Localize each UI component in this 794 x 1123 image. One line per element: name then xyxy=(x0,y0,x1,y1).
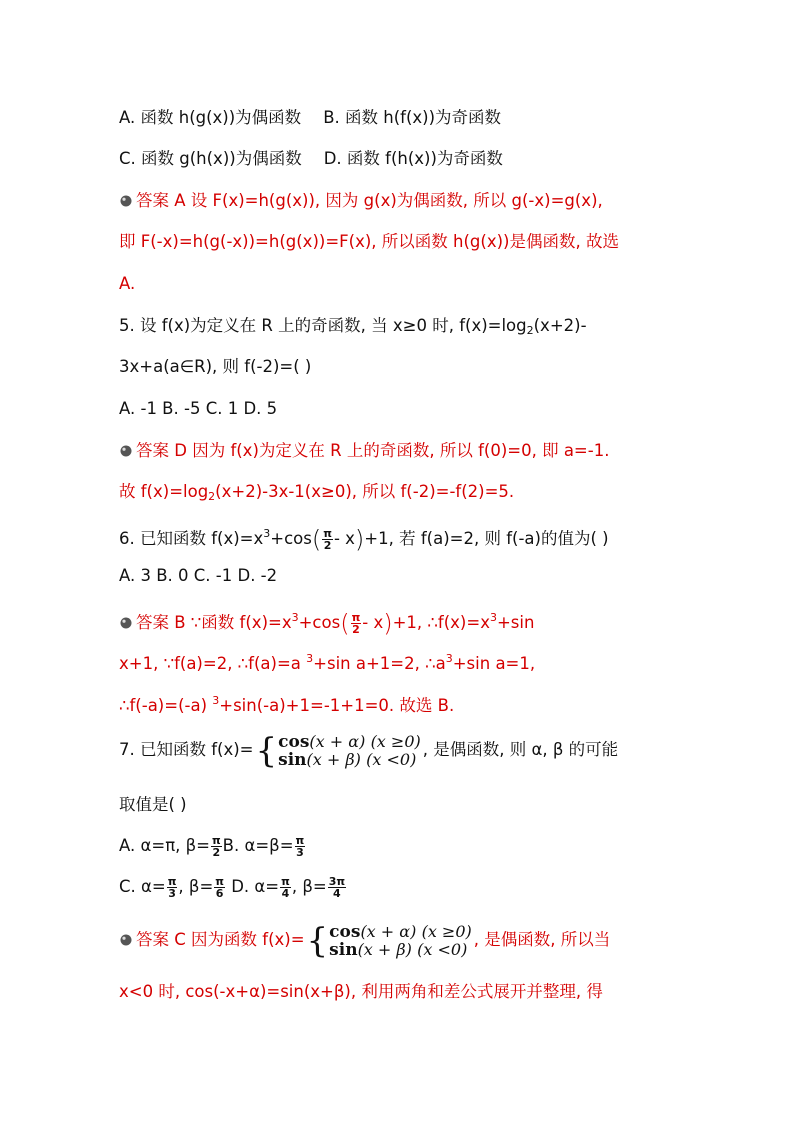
fraction: $\frac{\pi}{3}$ xyxy=(167,875,177,900)
q6-answer-line3: ∴f(-a)=(-a) $^3$+sin(-a)+1=-1+1=0. 故选 B. xyxy=(119,694,455,715)
answer-marker-icon xyxy=(119,616,133,630)
q4-option-a: A. 函数 h(g(x))为偶函数 xyxy=(119,108,302,127)
q7-stem-line2: 取值是( ) xyxy=(119,795,187,814)
q5-options: A. -1 B. -5 C. 1 D. 5 xyxy=(119,399,278,418)
q6-answer-line2: x+1, ∵f(a)=2, ∴f(a)=a $^3$+sin a+1=2, $\therefore a^3+\sin$ a=1, xyxy=(119,652,536,673)
q5-answer-line2: 故 $f(x)=\log_2(x+2)-3x-1(x\ge 0)$, 所以 f(-2)=-f(2)=5. xyxy=(119,482,515,503)
q5-stem-line1: 5. 设 f(x)为定义在 R 上的奇函数, 当 x≥0 时, $f(x)=\log_2(x+2)-$ xyxy=(119,316,587,337)
answer-marker-icon xyxy=(119,194,133,208)
q5-stem-line2: 3x+a(a∈R), 则 f(-2)=( ) xyxy=(119,357,312,376)
q7-answer-line1: 答案 C 因为函数 f(x)= { cos(x + α) (x ≥0) sin(x + β) (x <0) , 是偶函数, 所以当 xyxy=(119,920,610,960)
q4-answer-line1: 答案 A 设 F(x)=h(g(x)), 因为 g(x)为偶函数, 所以 g(-x)=g(x), xyxy=(119,190,603,212)
q6-stem: 6. 已知函数 $f(x)=x^3+\cos$( $\frac{\pi}{2}$ - x)+1, 若 f(a)=2, 则 f(-a)的值为( ) xyxy=(119,525,609,554)
q5-answer-line1: 答案 D 因为 f(x)为定义在 R 上的奇函数, 所以 f(0)=0, 即 a=-1. xyxy=(119,440,609,462)
q6-options: A. 3 B. 0 C. -1 D. -2 xyxy=(119,566,278,585)
q4-option-c: C. 函数 g(h(x))为偶函数 xyxy=(119,149,302,168)
q4-answer-line3: A. xyxy=(119,274,136,293)
q4-option-d: D. 函数 f(h(x))为奇函数 xyxy=(323,149,503,168)
q4-options-row2 xyxy=(119,148,503,170)
q7-stem-line1: 7. 已知函数 f(x)= { cos(x + α) (x ≥0) sin(x + β) (x <0) , 是偶函数, 则 α, β 的可能 xyxy=(119,730,619,771)
fraction: $\frac{\pi}{4}$ xyxy=(281,875,290,900)
q4-options-row1 xyxy=(119,107,501,129)
piecewise-function: { cos(x + α) (x ≥0) sin(x + β) (x <0) xyxy=(306,920,472,961)
piecewise-function: { cos(x + α) (x ≥0) sin(x + β) (x <0) xyxy=(255,730,421,771)
q6-answer-line1: 答案 B ∵函数 $f(x)=x^3+\cos$( $\frac{\pi}{2}$ - x)+1, $\therefore f(x)=x^3+\sin$ xyxy=(119,607,534,635)
q4-option-b: B. 函数 h(f(x))为奇函数 xyxy=(323,108,502,127)
answer-marker-icon xyxy=(119,444,133,458)
q7-options-row1: A. α=π, β= $\frac{\pi}{2}$ B. α=β= $\frac{\pi}{3}$ xyxy=(119,834,305,859)
answer-marker-icon xyxy=(119,933,133,947)
fraction: $\frac{\pi}{2}$ xyxy=(351,611,361,636)
q7-answer-line2: x<0 时, cos(-x+α)=sin(x+β), 利用两角和差公式展开并整理, 得 xyxy=(119,982,603,1001)
fraction: $\frac{\pi}{2}$ xyxy=(323,527,332,552)
q7-options-row2: C. α= $\frac{\pi}{3}$ , β= $\frac{\pi}{6}$ D. α= $\frac{\pi}{4}$ , β= $\frac{3\pi}{4}$ xyxy=(119,875,346,900)
fraction: $\frac{3\pi}{4}$ xyxy=(328,875,346,900)
fraction: $\frac{\pi}{6}$ xyxy=(215,875,224,900)
fraction: $\frac{\pi}{3}$ xyxy=(295,834,305,859)
q4-answer-line2: 即 F(-x)=h(g(-x))=h(g(x))=F(x), 所以函数 h(g(x))是偶函数, 故选 xyxy=(119,232,619,251)
fraction: $\frac{\pi}{2}$ xyxy=(211,834,221,859)
